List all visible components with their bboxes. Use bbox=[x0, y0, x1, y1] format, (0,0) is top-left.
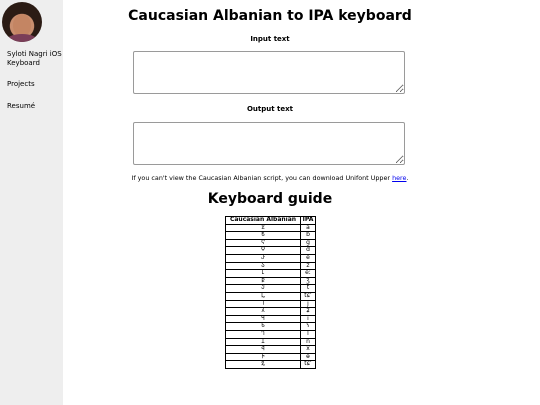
ipa-value: ʕ bbox=[301, 323, 316, 331]
table-row bbox=[226, 346, 316, 354]
table-row bbox=[226, 323, 316, 331]
input-label: Input text bbox=[250, 35, 290, 43]
sidebar-item-projects[interactable]: Projects bbox=[7, 80, 35, 88]
caucasian-albanian-letter: 𐕂 bbox=[226, 361, 301, 369]
caucasian-albanian-letter: 𐔽 bbox=[226, 323, 301, 331]
table-row bbox=[226, 300, 316, 308]
ipa-value: j bbox=[301, 300, 316, 308]
avatar bbox=[2, 2, 42, 42]
output-label: Output text bbox=[246, 105, 293, 113]
ipa-value: eː bbox=[301, 270, 316, 278]
table-row bbox=[226, 232, 316, 240]
caucasian-albanian-letter: 𐔹 bbox=[226, 292, 301, 300]
ipa-value: z bbox=[301, 262, 316, 270]
sidebar-item-syloti-nagri-keyboard[interactable]: Syloti Nagri iOS Keyboard bbox=[7, 50, 62, 67]
main-content bbox=[63, 0, 540, 405]
caucasian-albanian-letter: 𐔵 bbox=[226, 262, 301, 270]
unifont-download-link[interactable]: here bbox=[392, 174, 407, 182]
ipa-value: i bbox=[301, 315, 316, 323]
table-row bbox=[226, 315, 316, 323]
caucasian-albanian-letter: 𐔼 bbox=[226, 315, 301, 323]
avatar-face bbox=[13, 14, 31, 36]
caucasian-albanian-letter: 𐔱 bbox=[226, 232, 301, 240]
caucasian-albanian-letter: 𐔳 bbox=[226, 247, 301, 255]
keyboard-guide-table bbox=[225, 216, 316, 369]
caucasian-albanian-letter: 𐔻 bbox=[226, 308, 301, 316]
ipa-value: ʒ bbox=[301, 277, 316, 285]
font-note-text: If you can't view the Caucasian Albanian script, you can download Unifont Upper bbox=[131, 174, 393, 182]
keyboard-guide-title: Keyboard guide bbox=[207, 191, 333, 207]
column-header-ipa: IPA bbox=[301, 217, 316, 225]
sidebar-item-resume[interactable]: Resumé bbox=[7, 101, 36, 110]
ipa-value: ɵ bbox=[301, 353, 316, 361]
caucasian-albanian-letter: 𐔴 bbox=[226, 254, 301, 262]
keyboard-guide-rows bbox=[226, 224, 316, 368]
ipa-value: e bbox=[301, 254, 316, 262]
output-textarea[interactable] bbox=[133, 122, 405, 165]
ipa-value: tɕʼ bbox=[301, 292, 316, 300]
input-textarea[interactable] bbox=[133, 51, 405, 94]
ipa-value: b bbox=[301, 232, 316, 240]
ipa-value: t bbox=[301, 285, 316, 293]
caucasian-albanian-letter: 𐔶 bbox=[226, 270, 301, 278]
table-row bbox=[226, 247, 316, 255]
table-row bbox=[226, 262, 316, 270]
caucasian-albanian-letter: 𐔲 bbox=[226, 239, 301, 247]
caucasian-albanian-letter: 𐔾 bbox=[226, 330, 301, 338]
table-row bbox=[226, 361, 316, 369]
column-header-caucasian-albanian: Caucasian Albanian bbox=[226, 217, 301, 225]
caucasian-albanian-letter: 𐕀 bbox=[226, 346, 301, 354]
sidebar bbox=[0, 0, 63, 405]
font-note bbox=[63, 174, 477, 182]
ipa-value: l bbox=[301, 330, 316, 338]
table-row bbox=[226, 308, 316, 316]
ipa-value: x bbox=[301, 346, 316, 354]
page-title: Caucasian Albanian to IPA keyboard bbox=[128, 8, 412, 24]
caucasian-albanian-letter: 𐔸 bbox=[226, 285, 301, 293]
caucasian-albanian-letter: 𐔷 bbox=[226, 277, 301, 285]
table-header-row bbox=[226, 217, 316, 225]
table-row bbox=[226, 330, 316, 338]
table-row bbox=[226, 270, 316, 278]
ipa-value: a bbox=[301, 224, 316, 232]
table-row bbox=[226, 224, 316, 232]
ipa-value: tɕʼ bbox=[301, 361, 316, 369]
caucasian-albanian-letter: 𐕁 bbox=[226, 353, 301, 361]
caucasian-albanian-letter: 𐔺 bbox=[226, 300, 301, 308]
ipa-value: ʑ bbox=[301, 308, 316, 316]
table-row bbox=[226, 277, 316, 285]
font-note-suffix: . bbox=[406, 174, 409, 182]
table-row bbox=[226, 239, 316, 247]
table-row bbox=[226, 338, 316, 346]
ipa-value: n bbox=[301, 338, 316, 346]
caucasian-albanian-letter: 𐔰 bbox=[226, 224, 301, 232]
table-row bbox=[226, 254, 316, 262]
caucasian-albanian-letter: 𐔿 bbox=[226, 338, 301, 346]
ipa-value: d bbox=[301, 247, 316, 255]
table-row bbox=[226, 292, 316, 300]
table-row bbox=[226, 285, 316, 293]
ipa-value: g bbox=[301, 239, 316, 247]
avatar-shirt bbox=[6, 34, 38, 42]
table-row bbox=[226, 353, 316, 361]
